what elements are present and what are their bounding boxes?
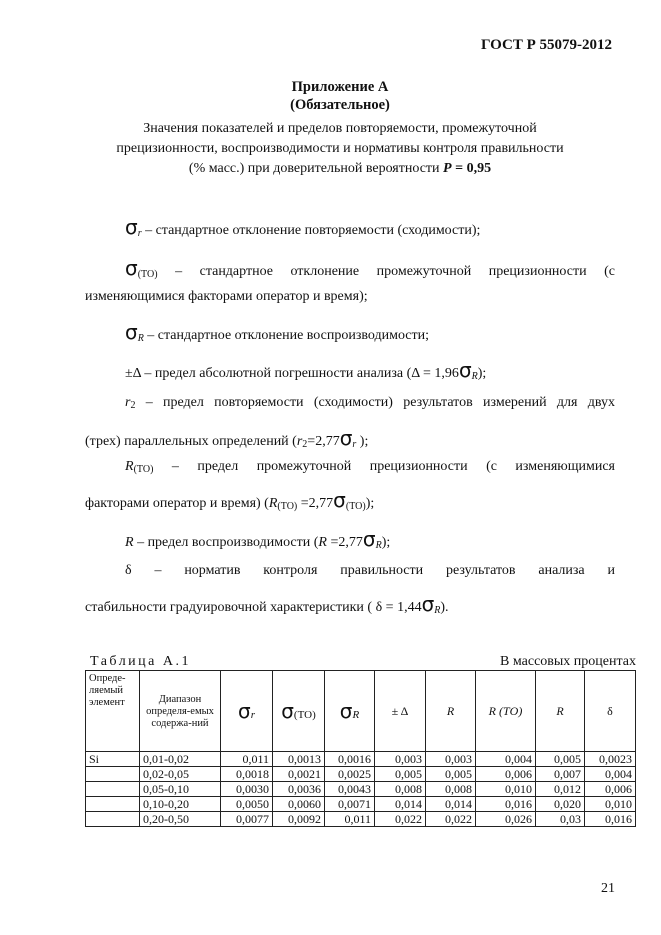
definition-r2-cont (85, 426, 368, 450)
definition-text: факторами оператор и время) ( (85, 496, 269, 511)
table-cell: 0,02-0,05 (140, 767, 221, 782)
subscript: (ТО) (345, 501, 366, 512)
table-cell: 0,0016 (325, 752, 375, 767)
table-cell (86, 812, 140, 827)
table-cell: 0,004 (476, 752, 536, 767)
sigma-symbol: σ (458, 358, 472, 382)
definition-sigma-r (125, 215, 480, 239)
table-cell: 0,006 (476, 767, 536, 782)
table-cell: 0,007 (536, 767, 585, 782)
symbol: R (268, 496, 278, 511)
probability-symbol: P (443, 161, 452, 176)
table-cell: 0,0025 (325, 767, 375, 782)
definition-sigma-to (125, 256, 615, 280)
sigma-symbol: σ (339, 426, 353, 450)
definition-text: ); (477, 366, 487, 381)
table-cell: 0,03 (536, 812, 585, 827)
subscript: R (137, 333, 144, 344)
definition-sigma-to-cont: изменяющимися факторами оператор и время); (85, 289, 368, 304)
table-cell: 0,003 (426, 752, 476, 767)
table-cell: 0,0018 (221, 767, 273, 782)
header-element: Опреде-ляемый элемент (86, 671, 140, 752)
table-cell: 0,011 (325, 812, 375, 827)
table-cell: 0,005 (375, 767, 426, 782)
subscript: (ТО) (293, 709, 316, 721)
sigma-symbol: σ (362, 527, 376, 551)
table-row (86, 782, 636, 797)
table-row (86, 797, 636, 812)
definition-R-to (125, 459, 615, 475)
subscript: r (137, 228, 142, 239)
header-R-to: R (ТО) (476, 671, 536, 752)
table-cell: 0,010 (585, 797, 636, 812)
definition-sigma-R (125, 320, 429, 344)
table-cell: 0,006 (585, 782, 636, 797)
definition-text: – предел повторяемости (сходимости) результатов измерений для двух (135, 395, 615, 410)
definition-text: ); (365, 496, 375, 511)
appendix-description-line-1: Значения показателей и пределов повторяемости, промежуточной (143, 121, 537, 136)
definition-R (125, 527, 390, 551)
definition-text: – стандартное отклонение промежуточной прецизионности (с (157, 264, 615, 279)
appendix-status: (Обязательное) (290, 97, 390, 113)
table-cell: 0,004 (585, 767, 636, 782)
symbol: R (125, 535, 134, 550)
appendix-description-line-2: прецизионности, воспроизводимости и нормативы контроля правильности (116, 141, 564, 156)
table-cell: 0,05-0,10 (140, 782, 221, 797)
symbol: r (296, 434, 303, 449)
subscript: (ТО) (133, 464, 154, 475)
definition-text: ±Δ – предел абсолютной погрешности анализа (Δ = 1,96 (125, 366, 459, 381)
definition-text: ). (440, 600, 449, 615)
table-cell: 0,016 (585, 812, 636, 827)
table-cell: 0,0071 (325, 797, 375, 812)
table-header-row (86, 671, 636, 752)
precision-table (85, 670, 636, 827)
sigma-symbol: σ (125, 320, 138, 344)
subscript: (ТО) (137, 269, 158, 280)
definition-delta (125, 358, 486, 382)
table-cell: 0,022 (375, 812, 426, 827)
table-cell: 0,0030 (221, 782, 273, 797)
definition-text: (трех) параллельных определений ( (85, 434, 297, 449)
sigma-symbol: σ (333, 488, 346, 512)
table-cell: 0,010 (476, 782, 536, 797)
subscript: r (352, 439, 357, 450)
table-cell: 0,022 (426, 812, 476, 827)
table-cell: 0,026 (476, 812, 536, 827)
table-cell: 0,0023 (585, 752, 636, 767)
table-cell: 0,0021 (273, 767, 325, 782)
symbol: R (125, 459, 134, 474)
subscript: R (352, 709, 360, 721)
table-cell: 0,005 (536, 752, 585, 767)
table-cell (86, 767, 140, 782)
table-cell: 0,016 (476, 797, 536, 812)
definition-text: – предел воспроизводимости ( (133, 535, 319, 550)
header-sigma-to (273, 671, 325, 752)
definition-text: – стандартное отклонение повторяемости (сходимости); (141, 223, 481, 238)
probability-value: = 0,95 (451, 161, 492, 176)
definition-delta-control: δ – норматив контроля правильности результатов анализа и (125, 563, 615, 578)
table-cell: 0,0043 (325, 782, 375, 797)
subscript: 2 (130, 400, 136, 411)
header-delta-norm: δ (585, 671, 636, 752)
table-cell: 0,0050 (221, 797, 273, 812)
table-cell: 0,012 (536, 782, 585, 797)
table-cell: 0,0077 (221, 812, 273, 827)
sigma-symbol: σ (339, 699, 353, 723)
definition-text: =2,77 (297, 496, 334, 511)
table-cell: 0,008 (375, 782, 426, 797)
desc-text: (% масс.) при доверительной вероятности (188, 161, 440, 176)
table-cell: 0,0036 (273, 782, 325, 797)
definition-text: ); (356, 434, 369, 449)
header-r: R (426, 671, 476, 752)
symbol: r (125, 395, 131, 410)
document-id: ГОСТ Р 55079-2012 (480, 37, 612, 53)
header-sigma-r (221, 671, 273, 752)
table-cell: 0,014 (426, 797, 476, 812)
table-cell (86, 782, 140, 797)
table-cell: 0,0092 (273, 812, 325, 827)
definition-delta-control-cont (85, 592, 449, 616)
table-row (86, 812, 636, 827)
table-caption: Таблица А.1 (90, 654, 191, 669)
subscript: R (375, 540, 382, 551)
table-cell: 0,003 (375, 752, 426, 767)
sigma-symbol: σ (125, 215, 138, 239)
header-range: Диапазон определя-емых содержа-ний (140, 671, 221, 752)
table-cell: 0,020 (536, 797, 585, 812)
table-cell (86, 797, 140, 812)
subscript: (ТО) (277, 501, 298, 512)
subscript: R (471, 371, 478, 382)
table-cell: 0,0060 (273, 797, 325, 812)
definition-r2 (125, 395, 615, 411)
subscript: r (250, 709, 255, 721)
table-cell: 0,011 (221, 752, 273, 767)
table-cell: 0,008 (426, 782, 476, 797)
sigma-symbol: σ (421, 592, 435, 616)
table-row (86, 767, 636, 782)
definition-R-to-cont (85, 488, 374, 512)
subscript: 2 (302, 439, 308, 450)
table-cell: Si (86, 752, 140, 767)
sigma-symbol: σ (281, 699, 294, 723)
table-row (86, 752, 636, 767)
table-units: В массовых процентах (500, 654, 636, 669)
subscript: R (434, 605, 441, 616)
sigma-symbol: σ (238, 699, 251, 723)
sigma-symbol: σ (125, 256, 138, 280)
definition-text: стабильности градуировочной характеристики ( δ = 1,44 (85, 600, 422, 615)
header-R: R (536, 671, 585, 752)
table-cell: 0,10-0,20 (140, 797, 221, 812)
table-cell: 0,20-0,50 (140, 812, 221, 827)
definition-text: =2,77 (326, 535, 363, 550)
symbol: R (318, 535, 327, 550)
table-cell: 0,005 (426, 767, 476, 782)
header-delta: ± Δ (375, 671, 426, 752)
appendix-title: Приложение А (291, 79, 389, 95)
definition-text: – стандартное отклонение воспроизводимости; (143, 328, 430, 343)
page-number: 21 (601, 881, 615, 896)
definition-text: =2,77 (307, 434, 340, 449)
definition-text: ); (381, 535, 391, 550)
appendix-description-line-3 (60, 159, 620, 179)
table-cell: 0,0013 (273, 752, 325, 767)
table-cell: 0,01-0,02 (140, 752, 221, 767)
definition-text: – предел промежуточной прецизионности (с изменяющимися (153, 459, 615, 474)
table-cell: 0,014 (375, 797, 426, 812)
header-sigma-R (325, 671, 375, 752)
